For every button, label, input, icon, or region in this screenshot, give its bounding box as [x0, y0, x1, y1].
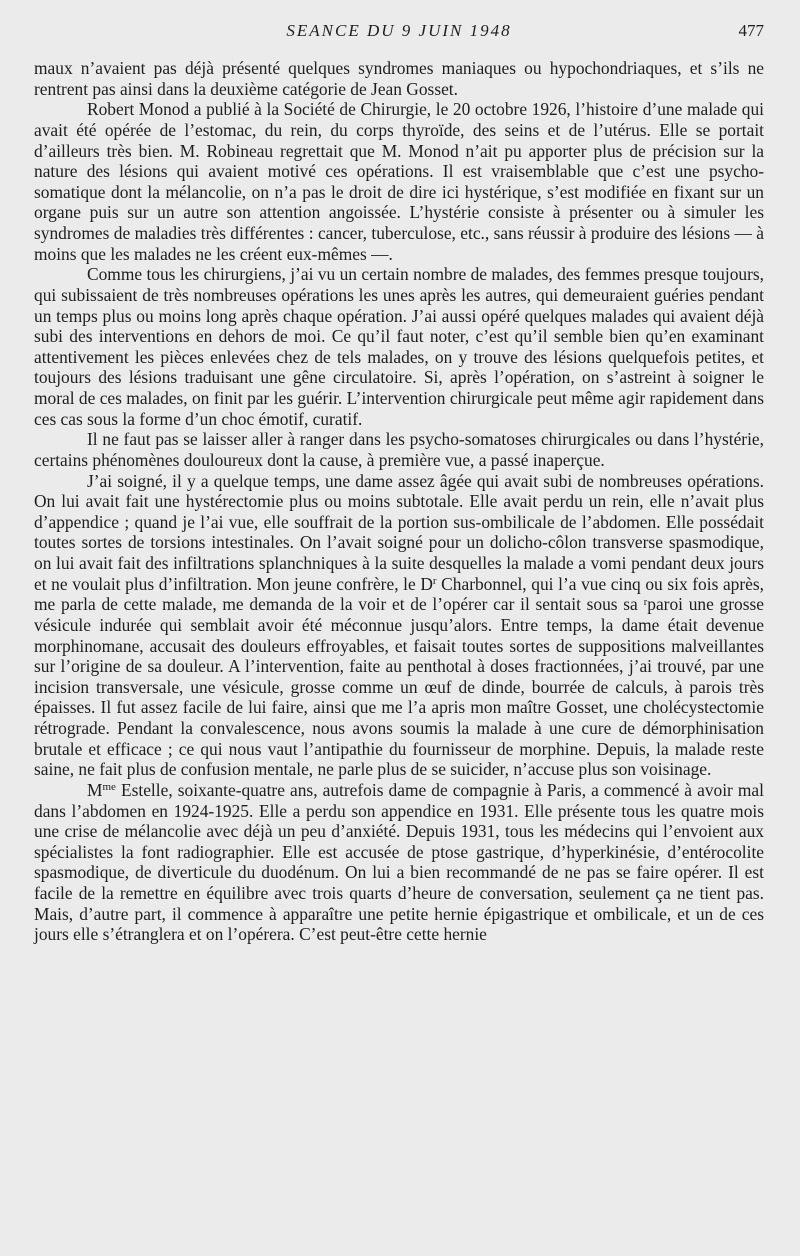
running-head-title: SEANCE DU 9 JUIN 1948	[286, 21, 512, 40]
superscript: r	[432, 574, 437, 587]
paragraph: Comme tous les chirurgiens, j’ai vu un certain nombre de malades, des femmes presque toujours, qui subissaient de très nombreuses opérations les unes après les autres, qui demeuraient guéries pendant un temps plus ou moins long après chaque opération. J’ai aussi opéré quelques malades qui avaient déjà subi des interventions en dehors de moi. Ce qu’il faut noter, c’est qu’il semble bien qu’en examinant attentivement les pièces enlevées chez de tels malades, on y trouve des lésions quelquefois petites, et toujours des lésions traduisant une gêne circulatoire. Si, après l’opération, on s’astreint à soigner le moral de ces malades, on finit par les guérir. L’intervention chirurgicale peut même agir rapidement dans ces cas sous la forme d’un choc émotif, curatif.	[34, 264, 764, 429]
paragraph	[34, 471, 764, 780]
paragraph-text: Estelle, soixante-quatre ans, autrefois dame de compagnie à Paris, a commencé à avoir mal dans l’abdomen en 1924-1925. Elle a perdu son appendice en 1931. Elle présente tous les quatre mois une crise de mélancolie avec déjà un peu d’anxiété. Depuis 1931, tous les médecins qui l’envoient aux spécialistes la font radiographier. Elle est accusée de ptose gastrique, d’hyperkinésie, d’entérocolite spasmodique, de diverticule du duodénum. On lui a bien recommandé de ne pas se faire opérer. Il est facile de la remettre en équilibre avec trois quarts d’heure de conversation, seulement ça ne tient pas. Mais, d’autre part, il commence à apparaître une petite hernie épigastrique et ombilicale, et un de ces jours elle s’étranglera et on l’opérera. C’est peut-être cette hernie	[34, 779, 764, 945]
paragraph: Il ne faut pas se laisser aller à ranger dans les psycho-somatoses chirurgicales ou dans l’hystérie, certains phénomènes douloureux dont la cause, à première vue, a passé inaperçue.	[34, 429, 764, 470]
page-number: 477	[738, 21, 764, 40]
running-head	[34, 20, 764, 42]
body-text	[34, 58, 764, 945]
paragraph-text: Charbonnel, qui l’a vue cinq ou six fois après, me parla de cette malade, me demanda de la voir et de l’opérer car il sentait sous sa ʳparoi une grosse vésicule indurée qui semblait avoir été méconnue jusqu’alors. Entre temps, la dame était devenue morphinomane, accusait des douleurs effroyables, et faisait toutes sortes de suppositions malveillantes sur l’origine de sa douleur. A l’intervention, faite au penthotal à doses fractionnées, j’ai trouvé, par une incision transversale, une vésicule, grosse comme un œuf de dinde, bourrée de calculs, à parois très épaisses. Il fut assez facile de lui faire, ainsi que me l’a apris mon maître Gosset, une cholécystectomie rétrograde. Pendant la convalescence, nous avons soumis la malade à une cure de démorphinisation brutale et efficace ; ce qui nous vaut l’antipathie du fournisseur de morphine. Depuis, la malade reste saine, ne fait plus de confusion mentale, ne parle plus de se suicider, n’accuse plus son voisinage.	[34, 573, 764, 780]
superscript: me	[102, 780, 116, 793]
paragraph: Robert Monod a publié à la Société de Chirurgie, le 20 octobre 1926, l’histoire d’une malade qui avait été opérée de l’estomac, du rein, du corps thyroïde, des seins et de l’utérus. Elle se portait d’ailleurs très bien. M. Robineau regrettait que M. Monod n’ait pu apporter plus de précision sur la nature des lésions qui avaient motivé ces opérations. Il est vraisemblable que c’est une psycho-somatique dont la mélancolie, on n’a pas le droit de dire ici hystérique, s’est modifiée en fixant sur un organe puis sur un autre son attention angoissée. L’hystérie consiste à présenter ou à simuler les syndromes de maladies très différentes : cancer, tuberculose, etc., sans réussir à produire des lésions — à moins que les malades ne les créent eux-mêmes —.	[34, 99, 764, 264]
paragraph-text: M	[87, 779, 103, 800]
paragraph	[34, 780, 764, 945]
paragraph-text: J’ai soigné, il y a quelque temps, une dame assez âgée qui avait subi de nombreuses opérations. On lui avait fait une hystérectomie plus ou moins subtotale. Elle avait perdu un rein, elle n’avait plus d’appendice ; quand je l’ai vue, elle souffrait de la portion sus-ombilicale de l’abdomen. Elle possédait toutes sortes de torsions intestinales. On l’avait soigné pour un dolicho-côlon transverse spasmodique, on lui avait fait des infiltrations splanchniques à la suite desquelles la malade a vomi pendant deux jours et ne voulait plus d’infiltration. Mon jeune confrère, le D	[34, 470, 764, 594]
paragraph: maux n’avaient pas déjà présenté quelques syndromes maniaques ou hypochondriaques, et s’ils ne rentrent pas ainsi dans la deuxième catégorie de Jean Gosset.	[34, 58, 764, 99]
